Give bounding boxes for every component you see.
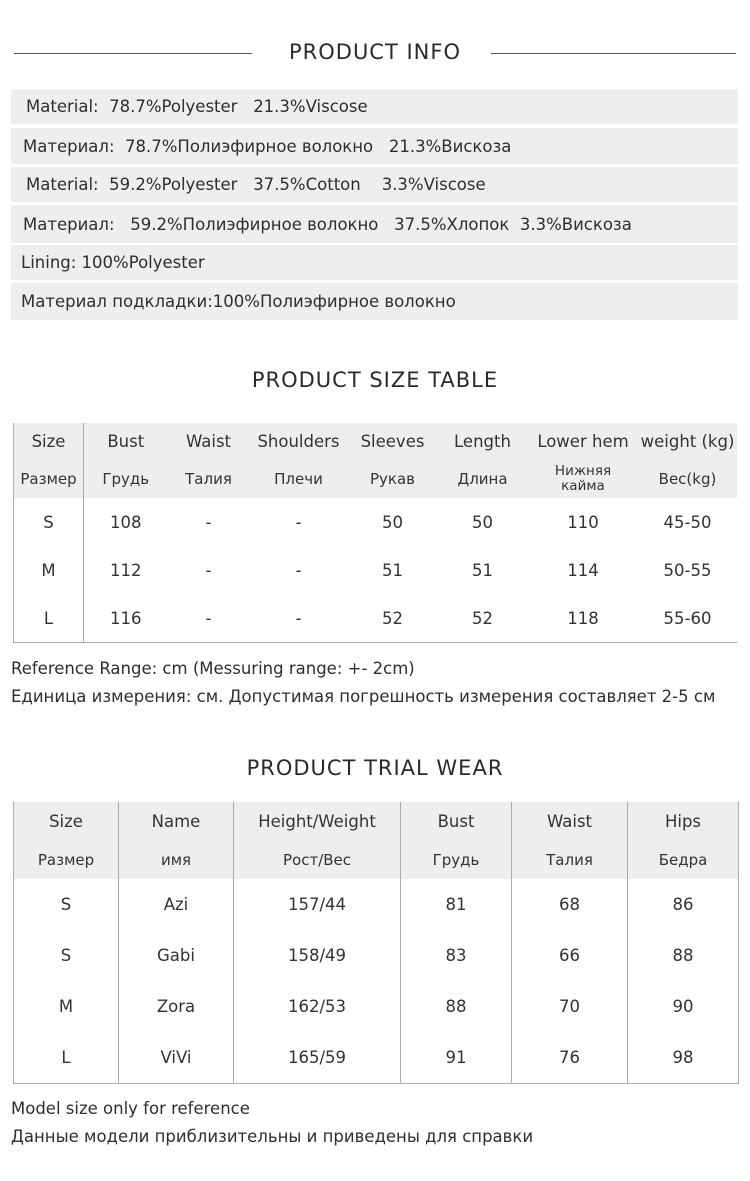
header-size: Size	[14, 423, 84, 460]
header-ru-lower-hem-text: Нижняя кайма	[554, 463, 612, 494]
trial-table-header-row	[14, 802, 739, 841]
header-hips: Hips	[628, 802, 739, 841]
cell-waist: -	[205, 512, 212, 532]
cell-size: S	[14, 498, 84, 546]
table-row	[14, 594, 737, 643]
cell-weight: 45-50	[663, 512, 712, 532]
cell-hips: 86	[628, 879, 739, 930]
trial-table-header-row-ru	[14, 841, 739, 879]
cell-waist: 66	[512, 930, 628, 981]
trial-wear-table	[13, 802, 739, 1084]
table-row	[14, 981, 739, 1032]
header-ru-shoulders: Плечи	[250, 460, 348, 498]
cell-lower-hem: 118	[528, 594, 639, 643]
cell-lower-hem: 114	[567, 560, 599, 580]
header-bust: Bust	[84, 423, 168, 460]
cell-bust: 81	[401, 879, 512, 930]
trial-wear-note-en: Model size only for reference	[11, 1099, 250, 1118]
header-lower-hem: Lower hem	[528, 423, 639, 460]
info-row-material-ru-2: Материал: 59.2%Полиэфирное волокно 37.5%Хлопок 3.3%Вискоза	[11, 205, 738, 243]
cell-bust: 83	[401, 930, 512, 981]
cell-name: Gabi	[119, 930, 234, 981]
info-row-material-en-1: Material: 78.7%Polyester 21.3%Viscose	[11, 89, 738, 124]
header-ru-waist: Талия	[168, 460, 250, 498]
cell-bust: 88	[401, 981, 512, 1032]
header-size: Size	[14, 802, 119, 841]
table-row	[14, 546, 737, 594]
table-row	[14, 879, 739, 930]
header-ru-hips: Бедра	[628, 841, 739, 879]
cell-height-weight: 157/44	[234, 879, 401, 930]
header-shoulders: Shoulders	[250, 423, 348, 460]
header-waist: Waist	[168, 423, 250, 460]
table-row	[14, 1032, 739, 1084]
header-ru-size: Размер	[14, 841, 119, 879]
header-ru-waist: Талия	[512, 841, 628, 879]
header-name: Name	[119, 802, 234, 841]
header-ru-name: имя	[119, 841, 234, 879]
cell-hips: 98	[628, 1032, 739, 1084]
cell-bust: 91	[401, 1032, 512, 1084]
header-bust: Bust	[401, 802, 512, 841]
cell-length: 51	[472, 560, 493, 580]
header-ru-weight: Вес(kg)	[639, 460, 737, 498]
cell-length: 52	[438, 594, 528, 643]
size-table	[13, 423, 737, 643]
header-ru-bust: Грудь	[401, 841, 512, 879]
cell-height-weight: 158/49	[234, 930, 401, 981]
size-table-header-row-ru	[14, 460, 737, 498]
cell-name: Zora	[119, 981, 234, 1032]
cell-height-weight: 165/59	[234, 1032, 401, 1084]
cell-bust: 116	[84, 594, 168, 643]
cell-size: S	[14, 930, 119, 981]
cell-size: S	[14, 879, 119, 930]
info-row-lining-en: Lining: 100%Polyester	[11, 245, 738, 280]
cell-waist: -	[168, 594, 250, 643]
cell-height-weight: 162/53	[234, 981, 401, 1032]
table-row	[14, 498, 737, 546]
trial-wear-title: PRODUCT TRIAL WEAR	[246, 756, 504, 780]
cell-hips: 90	[628, 981, 739, 1032]
cell-weight: 55-60	[639, 594, 737, 643]
cell-hips: 88	[628, 930, 739, 981]
cell-sleeves: 51	[382, 560, 403, 580]
info-row-material-ru-1: Материал: 78.7%Полиэфирное волокно 21.3%Вискоза	[11, 128, 738, 164]
cell-waist: 76	[512, 1032, 628, 1084]
header-ru-size: Размер	[14, 460, 84, 498]
header-ru-length: Длина	[438, 460, 528, 498]
size-table-note-ru: Единица измерения: см. Допустимая погрешность измерения составляет 2-5 см	[11, 687, 716, 706]
cell-lower-hem: 110	[567, 512, 599, 532]
cell-size: L	[14, 1032, 119, 1084]
header-ru-height-weight: Рост/Вес	[234, 841, 401, 879]
size-table-title: PRODUCT SIZE TABLE	[251, 368, 499, 392]
header-ru-sleeves: Рукав	[348, 460, 438, 498]
header-sleeves: Sleeves	[348, 423, 438, 460]
trial-wear-note-ru: Данные модели приблизительны и приведены для справки	[11, 1127, 534, 1146]
cell-weight: 50-55	[663, 560, 712, 580]
cell-name: ViVi	[119, 1032, 234, 1084]
cell-bust: 108	[84, 498, 168, 546]
cell-size: M	[14, 981, 119, 1032]
cell-shoulders: -	[295, 560, 302, 580]
cell-name: Azi	[119, 879, 234, 930]
cell-waist: 68	[512, 879, 628, 930]
cell-bust: 112	[84, 546, 168, 594]
cell-waist: -	[205, 560, 212, 580]
cell-sleeves: 50	[382, 512, 403, 532]
header-weight: weight (kg)	[639, 423, 737, 460]
cell-sleeves: 52	[348, 594, 438, 643]
header-ru-lower-hem	[528, 460, 639, 498]
header-height-weight: Height/Weight	[234, 802, 401, 841]
cell-waist: 70	[512, 981, 628, 1032]
cell-shoulders: -	[295, 512, 302, 532]
cell-length: 50	[472, 512, 493, 532]
size-table-note-en: Reference Range: cm (Messuring range: +- 2cm)	[11, 659, 415, 678]
product-info-title: PRODUCT INFO	[288, 40, 461, 64]
cell-size: L	[14, 594, 84, 643]
info-row-material-en-2: Material: 59.2%Polyester 37.5%Cotton 3.3%Viscose	[11, 167, 738, 202]
table-row	[14, 930, 739, 981]
cell-size: M	[14, 546, 84, 594]
header-waist: Waist	[512, 802, 628, 841]
info-row-lining-ru: Материал подкладки:100%Полиэфирное волокно	[11, 283, 738, 320]
header-ru-bust: Грудь	[84, 460, 168, 498]
size-table-header-row	[14, 423, 737, 460]
header-length: Length	[438, 423, 528, 460]
cell-shoulders: -	[250, 594, 348, 643]
